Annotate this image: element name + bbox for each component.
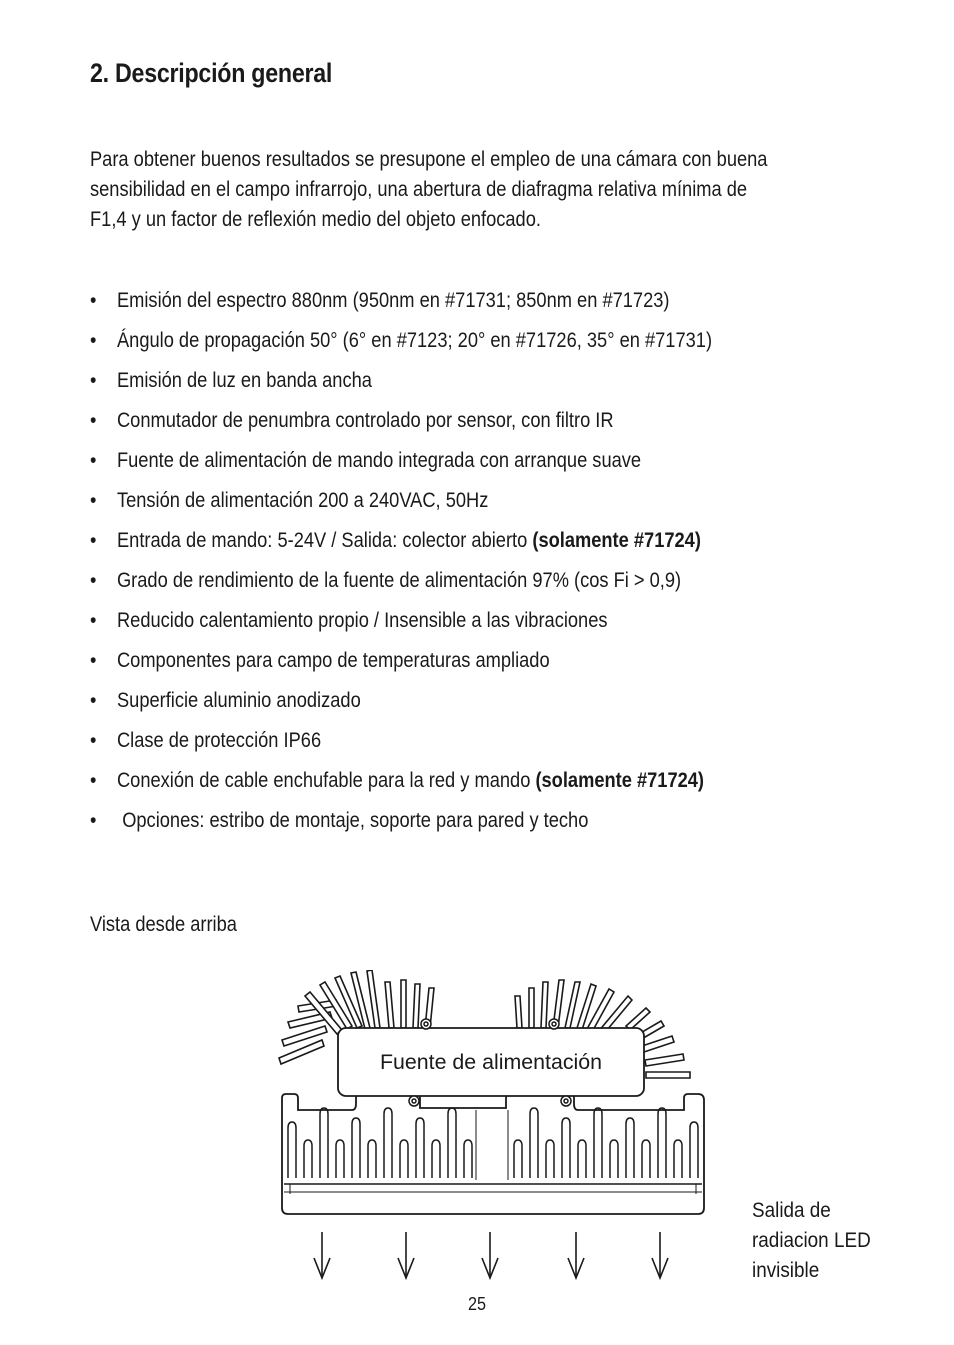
model-note: (solamente #71724) xyxy=(535,769,705,792)
bullet-icon: • xyxy=(90,569,97,592)
section-title: 2. Descripción general xyxy=(90,58,333,88)
page-number: 25 xyxy=(467,1294,487,1314)
feature-item: • Opciones: estribo de montaje, soporte para pared y techo xyxy=(90,806,712,846)
bullet-icon: • xyxy=(90,769,97,792)
feature-item: • Emisión de luz en banda ancha xyxy=(90,366,712,406)
model-note: (solamente #71724) xyxy=(532,529,701,552)
feature-item: • Reducido calentamiento propio / Insensible a las vibraciones xyxy=(90,606,712,646)
intro-line: sensibilidad en el campo infrarrojo, una abertura de diafragma relativa mínima de xyxy=(90,178,748,201)
feature-item: • Tensión de alimentación 200 a 240VAC, 50Hz xyxy=(90,486,712,526)
feature-item: • Emisión del espectro 880nm (950nm en #71731; 850nm en #71723) xyxy=(90,286,712,326)
bullet-icon: • xyxy=(90,689,97,712)
feature-item: • Entrada de mando: 5-24V / Salida: colector abierto (solamente #71724) xyxy=(90,526,712,566)
view-label: Vista desde arriba xyxy=(90,913,237,936)
led-output-label: Salida de radiacion LED invisible xyxy=(752,1199,871,1282)
feature-item: • Conmutador de penumbra controlado por sensor, con filtro IR xyxy=(90,406,712,446)
feature-item: • Grado de rendimiento de la fuente de alimentación 97% (cos Fi > 0,9) xyxy=(90,566,712,606)
arrow-down-icon xyxy=(482,1232,498,1278)
feature-item: • Conexión de cable enchufable para la red y mando (solamente #71724) xyxy=(90,766,712,806)
radiation-arrows xyxy=(314,1232,668,1278)
bullet-icon: • xyxy=(90,729,97,752)
bullet-icon: • xyxy=(90,449,97,472)
feature-item: • Superficie aluminio anodizado xyxy=(90,686,712,726)
feature-list xyxy=(90,286,712,846)
intro-paragraph xyxy=(90,145,873,235)
bullet-icon: • xyxy=(90,289,97,312)
bullet-icon: • xyxy=(90,329,97,352)
heatsink-body xyxy=(282,1094,704,1214)
bullet-icon: • xyxy=(90,529,97,552)
arrow-down-icon xyxy=(652,1232,668,1278)
intro-line: F1,4 y un factor de reflexión medio del objeto enfocado. xyxy=(90,208,541,231)
bullet-icon: • xyxy=(90,609,97,632)
power-supply-label: Fuente de alimentación xyxy=(380,1051,602,1074)
arrow-down-icon xyxy=(568,1232,584,1278)
bullet-icon: • xyxy=(90,489,97,512)
feature-item: • Clase de protección IP66 xyxy=(90,726,712,766)
bullet-icon: • xyxy=(90,369,97,392)
bullet-icon: • xyxy=(90,409,97,432)
feature-item: • Componentes para campo de temperaturas ampliado xyxy=(90,646,712,686)
feature-item: • Ángulo de propagación 50° (6° en #7123; 20° en #71726, 35° en #71731) xyxy=(90,326,712,366)
arrow-down-icon xyxy=(314,1232,330,1278)
feature-item: • Fuente de alimentación de mando integrada con arranque suave xyxy=(90,446,712,486)
bullet-icon: • xyxy=(90,649,97,672)
bullet-icon: • xyxy=(90,809,97,832)
arrow-down-icon xyxy=(398,1232,414,1278)
top-view-diagram xyxy=(270,970,720,1290)
intro-line: Para obtener buenos resultados se presupone el empleo de una cámara con buena xyxy=(90,148,768,171)
